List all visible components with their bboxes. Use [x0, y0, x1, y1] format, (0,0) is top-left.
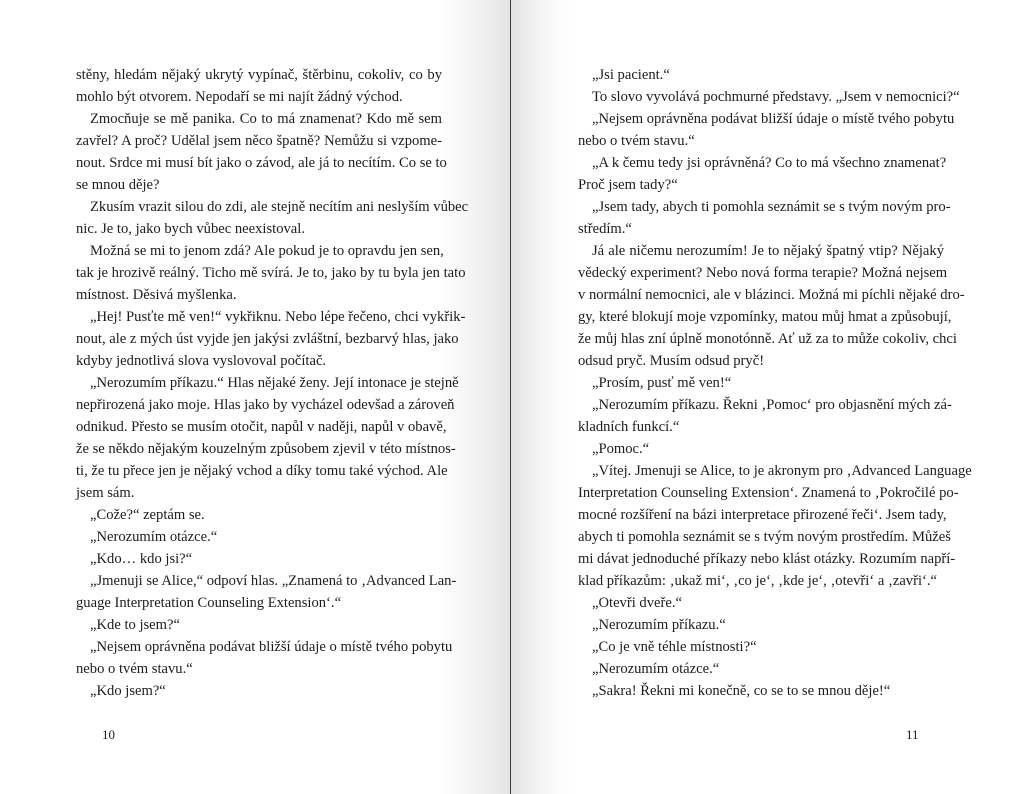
- text-line: se mnou děje?: [76, 177, 160, 193]
- text-line: v normální nemocnici, ale v blázinci. Možná mi píchli nějaké dro-: [578, 287, 965, 303]
- text-line: „Co je vně téhle místnosti?“: [592, 639, 757, 655]
- text-line: Možná se mi to jenom zdá? Ale pokud je to opravdu jen sen,: [90, 243, 444, 259]
- text-line: „Nerozumím příkazu. Řekni ‚Pomoc‘ pro objasnění mých zá-: [592, 397, 952, 413]
- text-line: kladních funkcí.“: [578, 419, 680, 435]
- text-line: „Kdo… kdo jsi?“: [90, 551, 193, 567]
- text-line: nebo o tvém stavu.“: [578, 133, 695, 149]
- text-line: stěny, hledám nějaký ukrytý vypínač, štěrbinu, cokoliv, co by: [76, 67, 442, 83]
- text-line: gy, které blokují moje vzpomínky, matou můj hmat a způsobují,: [578, 309, 952, 325]
- text-line: mi dávat jednoduché příkazy nebo klást otázky. Rozumím napří-: [578, 551, 956, 567]
- text-line: „Nerozumím příkazu.“: [592, 617, 726, 633]
- text-line: „Otevři dveře.“: [592, 595, 682, 611]
- text-line: místnost. Děsivá myšlenka.: [76, 287, 237, 303]
- text-line: „Pomoc.“: [592, 441, 650, 457]
- text-line: tak je hrozivě reálný. Ticho mě svírá. Je to, jako by tu byla jen tato: [76, 265, 466, 281]
- text-line: jsem sám.: [76, 485, 135, 501]
- text-line: „Sakra! Řekni mi konečně, co se to se mnou děje!“: [592, 683, 891, 699]
- text-line: „Nejsem oprávněna podávat bližší údaje o místě tvého pobytu: [90, 639, 453, 655]
- text-line: „Vítej. Jmenuji se Alice, to je akronym pro ‚Advanced Language: [592, 463, 972, 479]
- text-line: Já ale ničemu nerozumím! Je to nějaký špatný vtip? Nějaký: [592, 243, 944, 259]
- text-line: abych ti pomohla seznámit se s tvým novým prostředím. Můžeš: [578, 529, 951, 545]
- text-line: klad příkazům: ‚ukaž mi‘, ‚co je‘, ‚kde je‘, ‚otevři‘ a ‚zavři‘.“: [578, 573, 937, 589]
- text-line: To slovo vyvolává pochmurné představy. „Jsem v nemocnici?“: [592, 89, 960, 105]
- text-line: „Nerozumím otázce.“: [592, 661, 720, 677]
- text-line: „Prosím, pusť mě ven!“: [592, 375, 732, 391]
- left-page-number: 10: [102, 727, 115, 742]
- text-line: středím.“: [578, 221, 632, 237]
- text-line: „Nejsem oprávněna podávat bližší údaje o místě tvého pobytu: [592, 111, 955, 127]
- text-line: odnikud. Přesto se musím otočit, napůl v naději, napůl v obavě,: [76, 419, 447, 435]
- text-line: „Jsi pacient.“: [592, 67, 670, 83]
- text-line: guage Interpretation Counseling Extension‘.“: [76, 595, 342, 611]
- text-line: nic. Je to, jako bych vůbec neexistoval.: [76, 221, 305, 237]
- text-line: Zmocňuje se mě panika. Co to má znamenat? Kdo mě sem: [90, 111, 442, 127]
- text-line: že můj hlas zní úplně monotónně. Ať už za to může cokoliv, chci: [578, 331, 957, 347]
- text-line: „Kdo jsem?“: [90, 683, 166, 699]
- text-line: nepřirozená jako moje. Hlas jako by vycházel odevšad a zároveň: [76, 397, 455, 413]
- left-page-text: [76, 64, 469, 702]
- text-line: „Kde to jsem?“: [90, 617, 180, 633]
- text-line: „Nerozumím otázce.“: [90, 529, 218, 545]
- text-line: „Cože?“ zeptám se.: [90, 507, 205, 523]
- text-line: odsud pryč. Musím odsud pryč!: [578, 353, 765, 369]
- text-line: nout, ale z mých úst vyjde jen jakýsi zvláštní, bezbarvý hlas, jako: [76, 331, 459, 347]
- text-line: Interpretation Counseling Extension‘. Znamená to ‚Pokročilé po-: [578, 485, 959, 501]
- right-page: [511, 0, 1021, 794]
- text-line: nout. Srdce mi musí bít jako o závod, ale já to necítím. Co se to: [76, 155, 447, 171]
- text-line: Proč jsem tady?“: [578, 177, 678, 193]
- text-line: mocné rozšíření na bázi interpretace přirozené řeči‘. Jsem tady,: [578, 507, 947, 523]
- right-page-text: [578, 64, 972, 702]
- text-line: „Hej! Pusťte mě ven!“ vykřiknu. Nebo lépe řečeno, chci vykřik-: [90, 309, 466, 325]
- right-page-number: 11: [906, 727, 919, 742]
- text-line: mohlo být otvorem. Nepodaří se mi najít žádný východ.: [76, 89, 403, 105]
- text-line: Zkusím vrazit silou do zdi, ale stejně necítím ani neslyším vůbec: [90, 199, 469, 215]
- text-line: zavřel? A proč? Udělal jsem něco špatně? Nemůžu si vzpome-: [76, 133, 442, 149]
- text-line: vědecký experiment? Nebo nová forma terapie? Možná nejsem: [578, 265, 948, 281]
- text-line: „Jsem tady, abych ti pomohla seznámit se s tvým novým pro-: [592, 199, 951, 215]
- text-line: ti, že tu přece jen je nějaký vchod a díky tomu také východ. Ale: [76, 463, 448, 479]
- text-line: že se někdo nějakým kouzelným způsobem zjevil v této místnos-: [76, 441, 456, 457]
- text-line: „Nerozumím příkazu.“ Hlas nějaké ženy. Její intonace je stejně: [90, 375, 459, 391]
- text-line: nebo o tvém stavu.“: [76, 661, 193, 677]
- text-line: „A k čemu tedy jsi oprávněná? Co to má všechno znamenat?: [592, 155, 947, 171]
- text-line: „Jmenuji se Alice,“ odpoví hlas. „Znamená to ‚Advanced Lan-: [90, 573, 457, 589]
- left-page: [0, 0, 510, 794]
- text-line: kdyby jednotlivá slova vyslovoval počítač.: [76, 353, 327, 369]
